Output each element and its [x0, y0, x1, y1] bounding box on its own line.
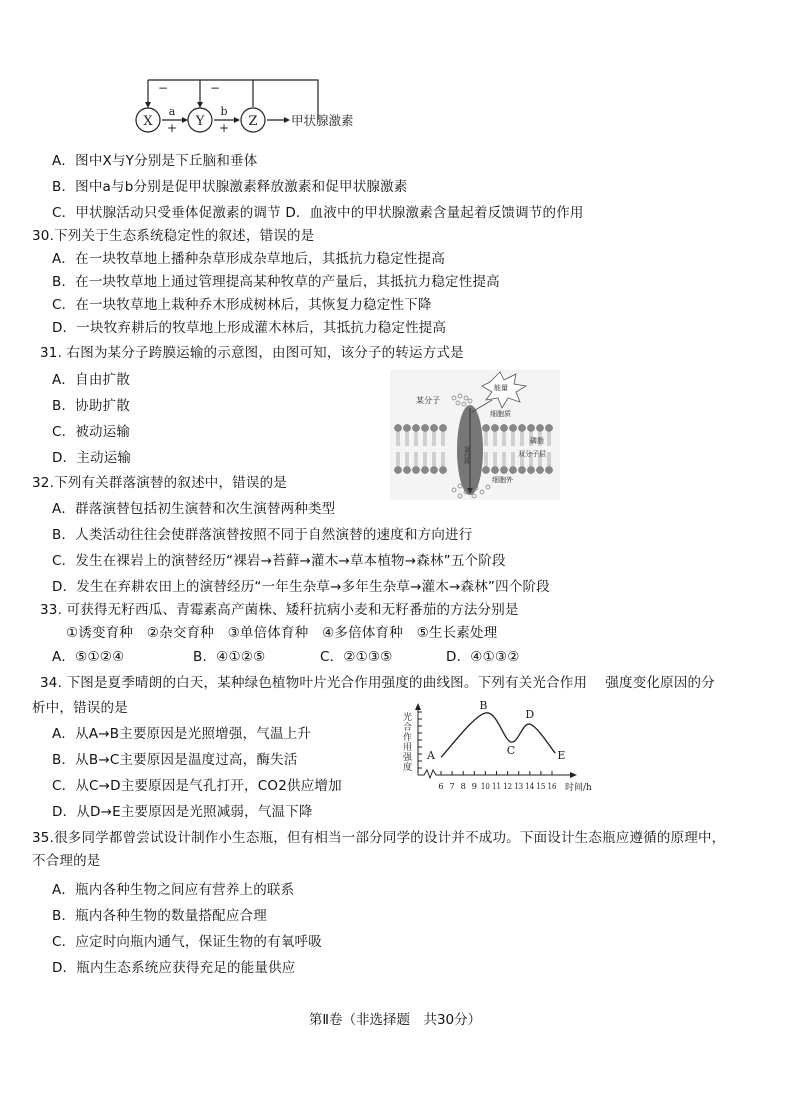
node-x: X	[143, 114, 153, 129]
q30-stem: 30.下列关于生态系统稳定性的叙述，错误的是	[32, 228, 315, 244]
q33-option-d: D．④①③②	[446, 649, 520, 665]
q29-option-a: A．图中X与Y分别是下丘脑和垂体	[52, 153, 258, 169]
q33-stem: 33. 可获得无籽西瓜、青霉素高产菌株、矮秆抗病小麦和无籽番茄的方法分别是	[40, 602, 519, 618]
q29-option-cd: C．甲状腺活动只受垂体促激素的调节 D．血液中的甲状腺激素含量起着反馈调节的作用	[52, 205, 584, 221]
point-label-e: E	[557, 749, 566, 763]
label-lipid-1: 磷脂	[530, 437, 544, 445]
q30-option-d: D．一块牧弃耕后的牧草地上形成灌木林后，其抵抗力稳定性提高	[52, 320, 447, 336]
label-inside: 细胞质	[490, 410, 511, 418]
plus-1: +	[166, 121, 178, 135]
hormone-label: 甲状腺激素	[291, 113, 354, 128]
y-axis-arrow	[415, 703, 421, 710]
point-label-a: A	[427, 749, 435, 763]
y-axis-label: 光合作用强度	[401, 712, 411, 772]
q29-option-b: B．图中a与b分别是促甲状腺激素释放激素和促甲状腺激素	[52, 179, 408, 195]
q35-option-a: A．瓶内各种生物之间应有营养上的联系	[52, 882, 295, 898]
q35-option-d: D．瓶内生态系统应获得充足的能量供应	[52, 960, 296, 976]
label-lipid-2: 双分子层	[518, 450, 546, 458]
x-tick-label: 12	[503, 782, 513, 792]
q32-stem: 32.下列有关群落演替的叙述中，错误的是	[32, 475, 287, 491]
q33-methods: ①诱变育种 ②杂交育种 ③单倍体育种 ④多倍体育种 ⑤生长素处理	[66, 625, 498, 641]
x-tick-label: 10	[480, 782, 490, 792]
q32-option-a: A．群落演替包括初生演替和次生演替两种类型	[52, 501, 336, 517]
q35-stem-2: 不合理的是	[32, 853, 101, 869]
label-protein: 蛋白质	[462, 446, 470, 464]
q33-option-a: A．⑤①②④	[52, 649, 125, 665]
q34-option-b: B．从B→C主要原因是温度过高，酶失活	[52, 752, 298, 768]
x-axis-arrow	[570, 772, 577, 778]
label-a: a	[168, 105, 176, 118]
q35-stem-1: 35.很多同学都曾尝试设计制作小生态瓶，但有相当一部分同学的设计并不成功。下面设计生态瓶应遵循的原理中，	[32, 830, 726, 846]
membrane-transport-figure	[390, 370, 560, 500]
x-axis-label: 时间/h	[565, 783, 592, 793]
point-label-d: D	[525, 708, 535, 722]
label-b: b	[220, 105, 228, 118]
q33-option-b: B．④①②⑤	[193, 649, 266, 665]
q30-option-a: A．在一块牧草地上播种杂草形成杂草地后，其抵抗力稳定性提高	[52, 251, 446, 267]
x-tick-label: 9	[471, 782, 478, 792]
section-footer: 第Ⅱ卷（非选择题 共30分）	[308, 1012, 482, 1028]
x-tick-label: 14	[525, 782, 535, 792]
q34-stem-2: 析中，错误的是	[32, 700, 128, 716]
x-tick-label: 8	[460, 782, 466, 792]
q35-option-c: C．应定时向瓶内通气，保证生物的有氧呼吸	[52, 934, 322, 950]
x-axis	[418, 770, 573, 778]
x-tick-label: 6	[438, 782, 444, 792]
q33-option-c: C．②①③⑤	[320, 649, 393, 665]
q32-option-b: B．人类活动往往会使群落演替按照不同于自然演替的速度和方向进行	[52, 527, 473, 543]
q34-option-c: C．从C→D主要原因是气孔打开，CO2供应增加	[52, 778, 342, 794]
q30-option-b: B．在一块牧草地上通过管理提高某种牧草的产量后，其抵抗力稳定性提高	[52, 274, 500, 290]
x-tick-label: 7	[449, 782, 455, 792]
q31-option-c: C．被动运输	[52, 424, 131, 440]
node-y: Y	[195, 114, 205, 129]
node-z: Z	[248, 114, 258, 129]
q34-option-a: A．从A→B主要原因是光照增强，气温上升	[52, 726, 312, 742]
plus-2: +	[218, 121, 230, 135]
point-label-c: C	[506, 744, 516, 757]
q34-stem-1: 34. 下图是夏季晴朗的白天，某种绿色植物叶片光合作用强度的曲线图。下列有关光合作用 强度变化原因的分	[40, 675, 715, 691]
label-energy: 能量	[494, 384, 508, 392]
point-label-b: B	[479, 698, 488, 712]
q30-option-c: C．在一块牧草地上栽种乔木形成树林后，其恢复力稳定性下降	[52, 297, 432, 313]
q34-option-d: D．从D→E主要原因是光照减弱，气温下降	[52, 804, 313, 820]
minus-1: −	[158, 81, 169, 95]
q32-option-d: D．发生在弃耕农田上的演替经历“一年生杂草→多年生杂草→灌木→森林”四个阶段	[52, 579, 550, 595]
q31-option-d: D．主动运输	[52, 450, 132, 466]
label-molecule: 某分子	[416, 396, 440, 405]
x-tick-label: 11	[492, 782, 501, 792]
x-tick-label: 15	[536, 782, 546, 792]
minus-2: −	[210, 81, 221, 95]
label-outside: 细胞外	[492, 476, 513, 484]
q31-option-a: A．自由扩散	[52, 372, 130, 388]
feedback-diagram	[0, 0, 400, 145]
x-tick-label: 13	[514, 782, 524, 792]
x-tick-label: 16	[547, 782, 557, 792]
intensity-curve	[441, 713, 555, 757]
q31-stem: 31. 右图为某分子跨膜运输的示意图，由图可知，该分子的转运方式是	[40, 345, 464, 361]
q35-option-b: B．瓶内各种生物的数量搭配应合理	[52, 908, 267, 924]
q31-option-b: B．协助扩散	[52, 398, 130, 414]
q32-option-c: C．发生在裸岩上的演替经历“裸岩→苔藓→灌木→草本植物→森林”五个阶段	[52, 553, 506, 569]
